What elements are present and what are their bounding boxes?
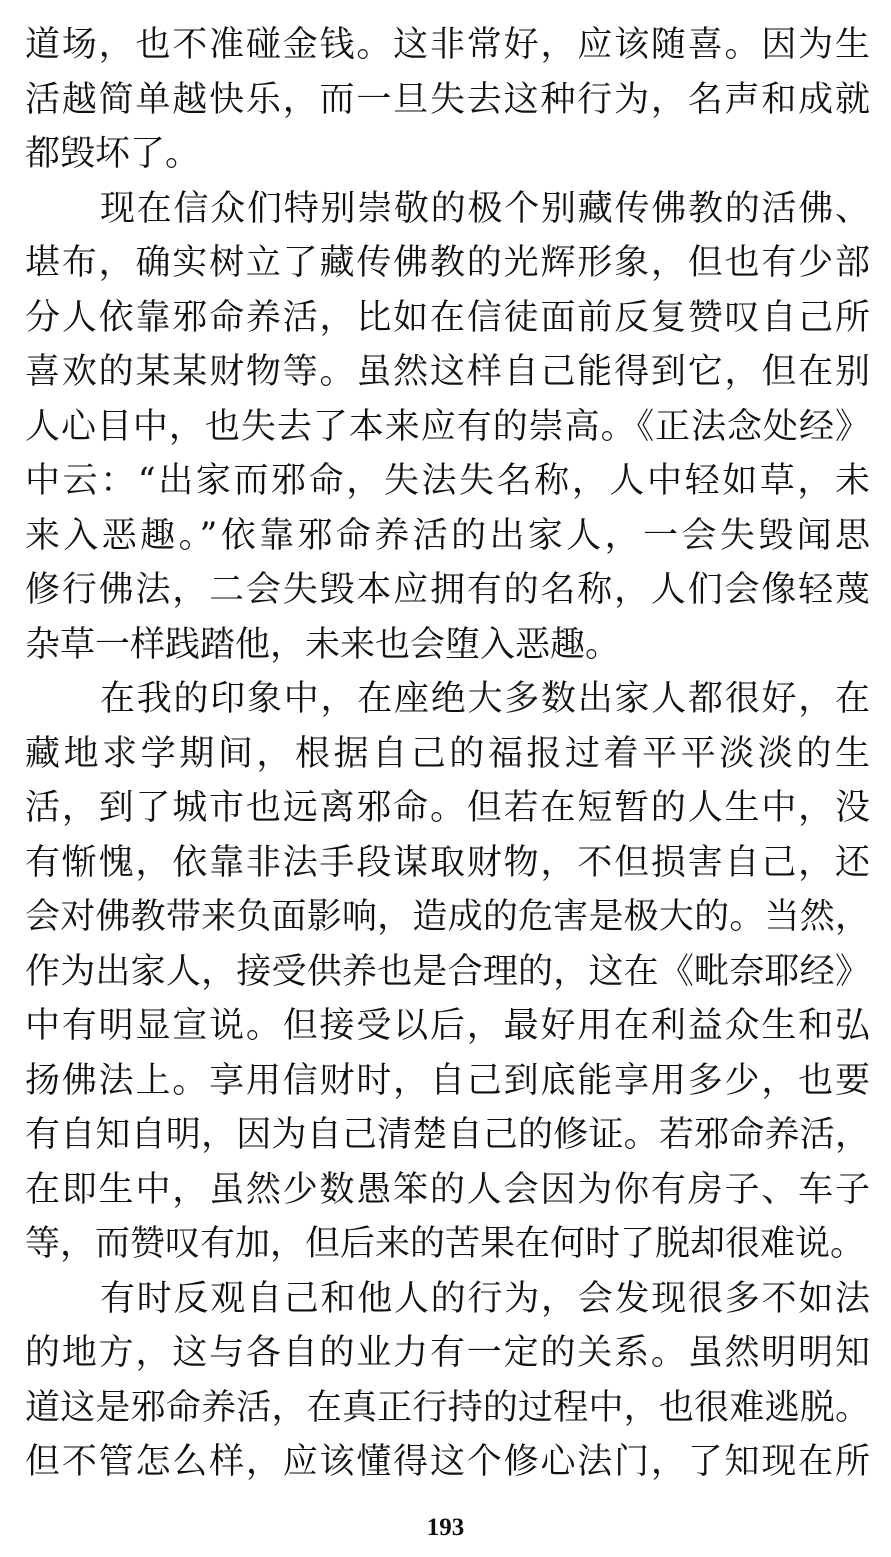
paragraph-first-line: 在我的印象中，在座绝大多数出家人都很好，在: [100, 679, 870, 719]
text-line: 人心目中，也失去了本来应有的崇高。《正法念处经》: [25, 406, 870, 447]
text-line: 都毁坏了。: [25, 134, 201, 174]
text-line: 在即生中，虽然少数愚笨的人会因为你有房子、车子: [25, 1169, 870, 1210]
text-line: 中有明显宣说。但接受以后，最好用在利益众生和弘: [25, 1006, 870, 1046]
text-line: 活越简单越快乐，而一旦失去这种行为，名声和成就: [25, 79, 870, 120]
text-line: 堪布，确实树立了藏传佛教的光辉形象，但也有少部: [25, 243, 870, 283]
text-line: 分人依靠邪命养活，比如在信徒面前反复赞叹自己所: [25, 297, 870, 338]
text-line: 的地方，这与各自的业力有一定的关系。虽然明明知: [25, 1333, 870, 1373]
text-line: 扬佛法上。享用信财时，自己到底能享用多少，也要: [25, 1060, 870, 1101]
text-line: 会对佛教带来负面影响，造成的危害是极大的。当然，: [25, 897, 870, 937]
text-line: 道场，也不准碰金钱。这非常好，应该随喜。因为生: [25, 25, 870, 65]
text-line: 有自知自明，因为自己清楚自己的修证。若邪命养活，: [25, 1115, 870, 1155]
text-line: 道这是邪命养活，在真正行持的过程中，也很难逃脱。: [25, 1387, 870, 1428]
text-line: 来入恶趣。”依靠邪命养活的出家人，一会失毁闻思: [25, 515, 870, 556]
paragraph-first-line: 有时反观自己和他人的行为，会发现很多不如法: [100, 1278, 870, 1319]
text-line: 中云：“出家而邪命，失法失名称，人中轻如草，未: [25, 461, 870, 501]
page-number: 193: [426, 1514, 465, 1541]
text-line: 活，到了城市也远离邪命。但若在短暂的人生中，没: [25, 788, 870, 828]
text-line: 喜欢的某某财物等。虽然这样自己能得到它，但在别: [25, 352, 870, 392]
text-line: 作为出家人，接受供养也是合理的，这在《毗奈耶经》: [25, 951, 870, 992]
text-line: 等，而赞叹有加，但后来的苦果在何时了脱却很难说。: [25, 1224, 866, 1264]
text-line: 但不管怎么样，应该懂得这个修心法门，了知现在所: [25, 1442, 870, 1482]
body-text: [25, 18, 870, 1490]
paragraph-first-line: 现在信众们特别崇敬的极个别藏传佛教的活佛、: [100, 188, 870, 229]
text-line: 藏地求学期间，根据自己的福报过着平平淡淡的生: [25, 733, 870, 774]
text-line: 杂草一样践踏他，未来也会堕入恶趣。: [25, 624, 621, 665]
text-line: 有惭愧，依靠非法手段谋取财物，不但损害自己，还: [25, 842, 870, 883]
text-line: 修行佛法，二会失毁本应拥有的名称，人们会像轻蔑: [25, 570, 870, 610]
